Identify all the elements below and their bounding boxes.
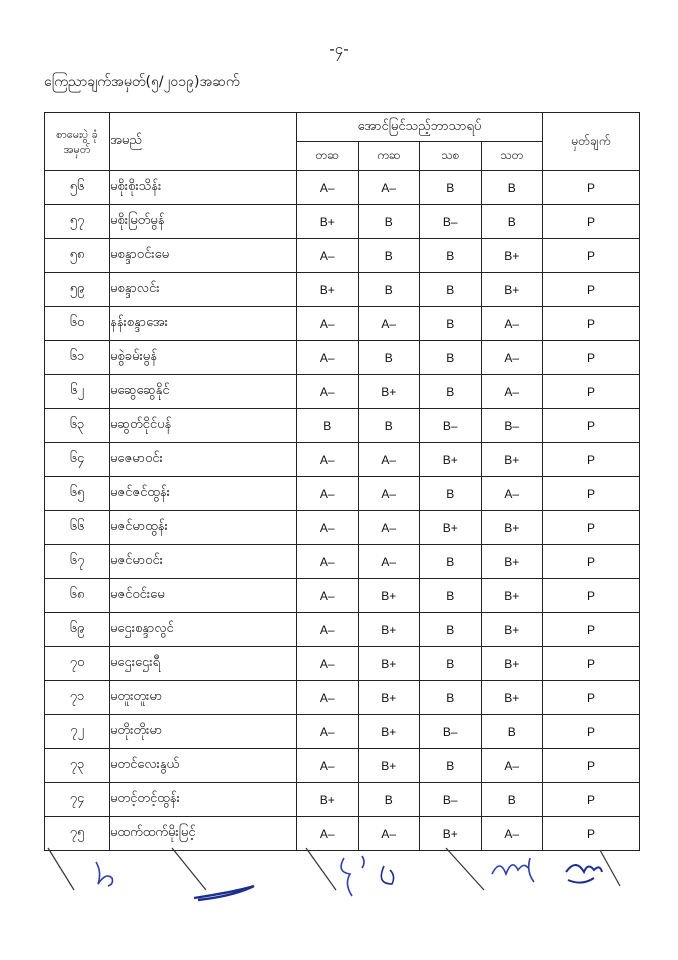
remark-cell: P <box>543 817 640 851</box>
results-body <box>45 171 640 851</box>
table-row <box>45 205 640 239</box>
grade-cell: B <box>358 273 420 307</box>
grade-cell: B <box>358 205 420 239</box>
table-row <box>45 545 640 579</box>
rollno-cell: ၅၆ <box>45 171 110 205</box>
header-rollno: စာမေးပွဲ ခုံအမှတ် <box>45 113 110 171</box>
grade-cell: B+ <box>481 647 543 681</box>
rollno-cell: ၆၂ <box>45 375 110 409</box>
rollno-cell: ၇၃ <box>45 749 110 783</box>
grade-cell: B <box>420 375 482 409</box>
signature-divider <box>600 850 620 886</box>
grade-cell: B– <box>420 205 482 239</box>
grade-cell: A– <box>481 477 543 511</box>
grade-cell: B <box>358 409 420 443</box>
table-row <box>45 749 640 783</box>
results-table <box>44 112 640 851</box>
announcement-heading: ကြေညာချက်အမှတ်(၅/၂၀၁၉)အဆက် <box>44 74 240 90</box>
signature-divider <box>172 848 206 890</box>
remark-cell: P <box>543 715 640 749</box>
grade-cell: B <box>420 545 482 579</box>
remark-cell: P <box>543 341 640 375</box>
grade-cell: B+ <box>297 205 359 239</box>
grade-cell: B <box>420 477 482 511</box>
rollno-cell: ၆၅ <box>45 477 110 511</box>
rollno-cell: ၆၈ <box>45 579 110 613</box>
page-number: -၄- <box>329 40 349 58</box>
remark-cell: P <box>543 579 640 613</box>
table-row <box>45 273 640 307</box>
grade-cell: A– <box>297 817 359 851</box>
grade-cell: A– <box>481 817 543 851</box>
grade-cell: A– <box>297 307 359 341</box>
remark-cell: P <box>543 647 640 681</box>
name-cell: မစိုးမြတ်မွန် <box>110 205 297 239</box>
rollno-cell: ၆၇ <box>45 545 110 579</box>
name-cell: မတင်လေးနွယ် <box>110 749 297 783</box>
grade-cell: B+ <box>481 681 543 715</box>
name-cell: မဇင်ဝင်းမေ <box>110 579 297 613</box>
grade-cell: B– <box>481 409 543 443</box>
remark-cell: P <box>543 171 640 205</box>
name-cell: မစိုးစိုးသိန်း <box>110 171 297 205</box>
table-row <box>45 477 640 511</box>
grade-cell: B <box>420 239 482 273</box>
remark-cell: P <box>543 443 640 477</box>
header-name: အမည် <box>110 113 297 171</box>
grade-cell: B+ <box>297 273 359 307</box>
name-cell: မဇင်မာထွန်း <box>110 511 297 545</box>
name-cell: မဆွတ်ငိုင်ပန် <box>110 409 297 443</box>
grade-cell: B+ <box>358 749 420 783</box>
grade-cell: A– <box>297 749 359 783</box>
grade-cell: B <box>358 239 420 273</box>
grade-cell: A– <box>358 477 420 511</box>
grade-cell: B+ <box>481 613 543 647</box>
rollno-cell: ၇၅ <box>45 817 110 851</box>
grade-cell: A– <box>358 307 420 341</box>
remark-cell: P <box>543 409 640 443</box>
rollno-cell: ၅၈ <box>45 239 110 273</box>
table-row <box>45 375 640 409</box>
table-row <box>45 341 640 375</box>
name-cell: မဇင်မာဝင်း <box>110 545 297 579</box>
grade-cell: A– <box>297 715 359 749</box>
table-row <box>45 783 640 817</box>
grade-cell: B– <box>420 715 482 749</box>
rollno-cell: ၅၇ <box>45 205 110 239</box>
grade-cell: A– <box>297 477 359 511</box>
rollno-cell: ၆၄ <box>45 443 110 477</box>
grade-cell: B– <box>420 409 482 443</box>
remark-cell: P <box>543 239 640 273</box>
signature-strip <box>44 840 640 910</box>
remark-cell: P <box>543 613 640 647</box>
name-cell: မတူးတူးမာ <box>110 681 297 715</box>
rollno-cell: ၆၉ <box>45 613 110 647</box>
name-cell: မဆွေဆွေနိုင် <box>110 375 297 409</box>
grade-cell: B+ <box>481 239 543 273</box>
name-cell: မဌေးစန္ဒာလွင် <box>110 613 297 647</box>
rollno-cell: ၇၀ <box>45 647 110 681</box>
grade-cell: A– <box>358 817 420 851</box>
signature-2 <box>194 886 254 900</box>
remark-cell: P <box>543 749 640 783</box>
table-row <box>45 171 640 205</box>
grade-cell: B+ <box>297 783 359 817</box>
grade-cell: B– <box>420 783 482 817</box>
table-row <box>45 647 640 681</box>
grade-cell: B <box>297 409 359 443</box>
rollno-cell: ၅၉ <box>45 273 110 307</box>
grade-cell: A– <box>358 511 420 545</box>
signature-divider <box>306 848 336 890</box>
table-row <box>45 239 640 273</box>
grade-cell: B <box>420 307 482 341</box>
header-remark: မှတ်ချက် <box>543 113 640 171</box>
grade-cell: A– <box>297 375 359 409</box>
name-cell: မစွဲခမ်းမွန် <box>110 341 297 375</box>
grade-cell: B <box>358 783 420 817</box>
grade-cell: A– <box>297 239 359 273</box>
grade-cell: B <box>420 341 482 375</box>
signature-4 <box>381 866 393 884</box>
table-row <box>45 409 640 443</box>
grade-cell: B <box>420 681 482 715</box>
grade-cell: A– <box>358 171 420 205</box>
remark-cell: P <box>543 545 640 579</box>
grade-cell: A– <box>297 511 359 545</box>
grade-cell: B <box>420 273 482 307</box>
table-row <box>45 511 640 545</box>
rollno-cell: ၇၄ <box>45 783 110 817</box>
grade-cell: B+ <box>481 545 543 579</box>
grade-cell: A– <box>481 375 543 409</box>
grade-cell: B+ <box>420 443 482 477</box>
name-cell: မဇေမာဝင်း <box>110 443 297 477</box>
grade-cell: B+ <box>358 375 420 409</box>
grade-cell: A– <box>358 545 420 579</box>
table-row <box>45 613 640 647</box>
rollno-cell: ၇၁ <box>45 681 110 715</box>
grade-cell: B+ <box>358 647 420 681</box>
grade-cell: B+ <box>420 817 482 851</box>
remark-cell: P <box>543 477 640 511</box>
signature-5 <box>492 858 534 882</box>
grade-cell: B+ <box>358 613 420 647</box>
remark-cell: P <box>543 783 640 817</box>
signatures-drawing <box>44 840 640 910</box>
signature-6 <box>566 865 602 883</box>
name-cell: မစန္ဒာဝင်းမေ <box>110 239 297 273</box>
grade-cell: B+ <box>481 511 543 545</box>
grade-cell: A– <box>297 579 359 613</box>
header-subject-1: တဆ <box>297 142 359 171</box>
grade-cell: A– <box>297 171 359 205</box>
grade-cell: A– <box>297 681 359 715</box>
remark-cell: P <box>543 681 640 715</box>
signature-divider <box>48 848 74 890</box>
grade-cell: B <box>481 205 543 239</box>
rollno-cell: ၆၁ <box>45 341 110 375</box>
rollno-cell: ၆၆ <box>45 511 110 545</box>
table-row <box>45 443 640 477</box>
header-subject-3: သစ <box>420 142 482 171</box>
signature-1 <box>96 862 113 886</box>
header-subject-2: ကဆ <box>358 142 420 171</box>
name-cell: မဌေးဌေးရီ <box>110 647 297 681</box>
remark-cell: P <box>543 205 640 239</box>
grade-cell: B+ <box>481 273 543 307</box>
remark-cell: P <box>543 375 640 409</box>
grade-cell: B <box>420 613 482 647</box>
header-subject-4: သတ <box>481 142 543 171</box>
grade-cell: B+ <box>420 511 482 545</box>
name-cell: မထက်ထက်မိုးမြင့် <box>110 817 297 851</box>
table-row <box>45 579 640 613</box>
name-cell: မဇင်ဇင်ထွန်း <box>110 477 297 511</box>
name-cell: မတိုးတိုးမာ <box>110 715 297 749</box>
grade-cell: A– <box>297 613 359 647</box>
table-row <box>45 715 640 749</box>
grade-cell: B+ <box>481 443 543 477</box>
grade-cell: B+ <box>358 681 420 715</box>
remark-cell: P <box>543 511 640 545</box>
grade-cell: A– <box>297 443 359 477</box>
grade-cell: B <box>420 749 482 783</box>
grade-cell: A– <box>481 749 543 783</box>
grade-cell: B+ <box>358 579 420 613</box>
name-cell: နန်းစန္ဒာအေး <box>110 307 297 341</box>
grade-cell: A– <box>297 545 359 579</box>
rollno-cell: ၇၂ <box>45 715 110 749</box>
signature-divider <box>446 848 484 890</box>
table-row <box>45 307 640 341</box>
grade-cell: B <box>420 171 482 205</box>
header-subjects: အောင်မြင်သည့်ဘာသာရပ် <box>297 113 543 142</box>
remark-cell: P <box>543 273 640 307</box>
remark-cell: P <box>543 307 640 341</box>
grade-cell: B <box>481 783 543 817</box>
grade-cell: A– <box>481 341 543 375</box>
grade-cell: A– <box>297 647 359 681</box>
signature-3 <box>341 856 364 896</box>
grade-cell: A– <box>358 443 420 477</box>
rollno-cell: ၆၀ <box>45 307 110 341</box>
name-cell: မတင့်တင့်ထွန်း <box>110 783 297 817</box>
grade-cell: B <box>481 715 543 749</box>
grade-cell: A– <box>297 341 359 375</box>
grade-cell: B <box>420 647 482 681</box>
grade-cell: A– <box>481 307 543 341</box>
grade-cell: B <box>358 341 420 375</box>
name-cell: မစန္ဒာလင်း <box>110 273 297 307</box>
rollno-cell: ၆၃ <box>45 409 110 443</box>
grade-cell: B <box>481 171 543 205</box>
table-row <box>45 681 640 715</box>
grade-cell: B+ <box>481 579 543 613</box>
grade-cell: B+ <box>358 715 420 749</box>
grade-cell: B <box>420 579 482 613</box>
